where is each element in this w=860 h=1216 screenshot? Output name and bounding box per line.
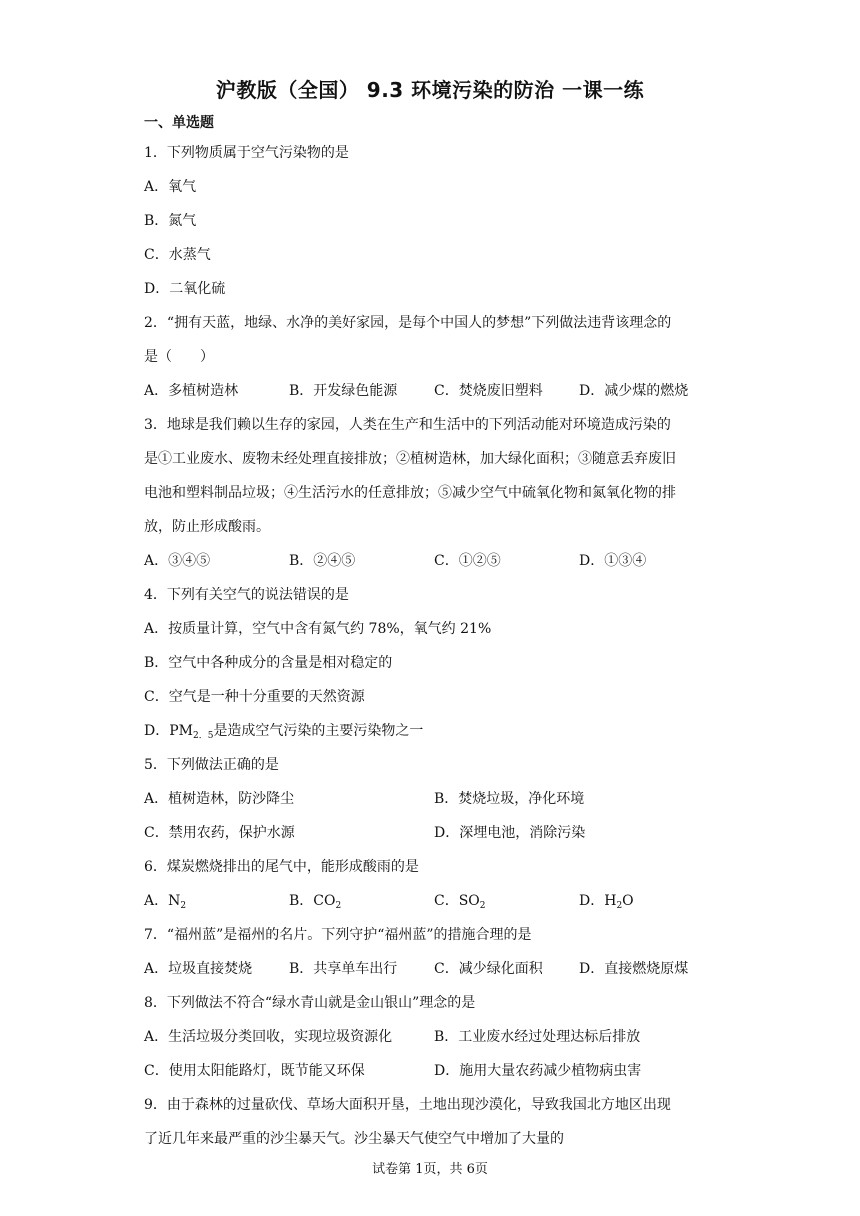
question-5-option-d: D．深埋电池，消除污染 xyxy=(434,825,586,841)
question-5-stem: 5．下列做法正确的是 xyxy=(144,757,279,773)
page-footer: 试卷第 1页，共 6页 xyxy=(372,1162,488,1177)
question-2-option-d: D．减少煤的燃烧 xyxy=(579,383,689,399)
question-3-stem-line-2: 是①工业废水、废物未经处理直接排放；②植树造林，加大绿化面积；③随意丢弃废旧 xyxy=(144,451,676,467)
question-7-options xyxy=(144,952,724,986)
question-7-option-d: D．直接燃烧原煤 xyxy=(579,961,689,977)
question-3-stem-line-1: 3．地球是我们赖以生存的家园，人类在生产和生活中的下列活动能对环境造成污染的 xyxy=(144,417,671,433)
question-5-options-row-2 xyxy=(144,816,724,850)
question-4-stem: 4．下列有关空气的说法错误的是 xyxy=(144,587,349,603)
question-8-options-row-1 xyxy=(144,1020,724,1054)
question-1-option-a: A．氧气 xyxy=(144,179,197,195)
question-9-stem-line-2: 了近几年来最严重的沙尘暴天气。沙尘暴天气使空气中增加了大量的 xyxy=(144,1131,564,1147)
question-6-option-d-subscript: 2 xyxy=(616,901,623,911)
question-7-option-b: B．共享单车出行 xyxy=(289,961,398,977)
question-6-options xyxy=(144,884,724,918)
question-6-option-c-text: C．SO xyxy=(434,893,480,909)
question-5-option-b: B．焚烧垃圾，净化环境 xyxy=(434,791,585,807)
question-8-option-c: C．使用太阳能路灯，既节能又环保 xyxy=(144,1063,365,1079)
question-9-stem-line-1: 9．由于森林的过量砍伐、草场大面积开垦，土地出现沙漠化，导致我国北方地区出现 xyxy=(144,1097,671,1113)
question-1-stem: 1．下列物质属于空气污染物的是 xyxy=(144,145,349,161)
question-2-option-c: C．焚烧废旧塑料 xyxy=(434,383,543,399)
question-3-option-a: A．③④⑤ xyxy=(144,553,211,569)
question-4-option-c: C．空气是一种十分重要的天然资源 xyxy=(144,689,365,705)
page-title: 沪教版（全国） 9.3 环境污染的防治 一课一练 xyxy=(215,78,645,102)
question-6-option-b-subscript: 2 xyxy=(335,901,342,911)
question-2-options xyxy=(144,374,724,408)
question-6-option-b-text: B．CO xyxy=(289,893,336,909)
question-4-option-d-prefix: D．PM xyxy=(144,723,193,739)
question-6-option-c xyxy=(434,884,579,918)
question-2-stem-line-2: 是（ ） xyxy=(144,349,214,365)
question-1-option-d: D．二氧化硫 xyxy=(144,281,226,297)
question-list xyxy=(144,110,724,1156)
question-3-option-c: C．①②⑤ xyxy=(434,553,501,569)
question-2-option-b: B．开发绿色能源 xyxy=(289,383,398,399)
question-5-option-a: A．植树造林，防沙降尘 xyxy=(144,791,295,807)
question-3-options xyxy=(144,544,724,578)
question-4-option-b: B．空气中各种成分的含量是相对稳定的 xyxy=(144,655,393,671)
question-6-option-a-text: A．N xyxy=(144,893,181,909)
question-6-option-d xyxy=(579,884,724,918)
question-7-option-c: C．减少绿化面积 xyxy=(434,961,543,977)
question-4-option-d xyxy=(144,714,724,748)
question-7-stem: 7．“福州蓝”是福州的名片。下列守护“福州蓝”的措施合理的是 xyxy=(144,927,532,943)
question-3-option-d: D．①③④ xyxy=(579,553,647,569)
question-4-option-d-text: 是造成空气污染的主要污染物之一 xyxy=(213,723,424,739)
question-5-option-c: C．禁用农药，保护水源 xyxy=(144,825,295,841)
question-6-option-c-subscript: 2 xyxy=(479,901,486,911)
question-1-option-b: B．氮气 xyxy=(144,213,197,229)
question-6-option-d-text: D．H xyxy=(579,893,617,909)
question-5-options-row-1 xyxy=(144,782,724,816)
question-6-option-b xyxy=(289,884,434,918)
question-8-option-d: D．施用大量农药减少植物病虫害 xyxy=(434,1063,642,1079)
question-8-option-b: B．工业废水经过处理达标后排放 xyxy=(434,1029,641,1045)
question-3-stem-line-3: 电池和塑料制品垃圾；④生活污水的任意排放；⑤减少空气中硫氧化物和氮氧化物的排 xyxy=(144,485,676,501)
question-6-option-a xyxy=(144,884,289,918)
question-4-option-a: A．按质量计算，空气中含有氮气约 78%，氧气约 21% xyxy=(144,621,492,637)
question-1-option-c: C．水蒸气 xyxy=(144,247,211,263)
question-8-stem: 8．下列做法不符合“绿水青山就是金山银山”理念的是 xyxy=(144,995,476,1011)
question-7-option-a: A．垃圾直接焚烧 xyxy=(144,961,253,977)
section-heading: 一、单选题 xyxy=(144,115,214,131)
question-2-option-a: A．多植树造林 xyxy=(144,383,239,399)
question-6-option-a-subscript: 2 xyxy=(180,901,187,911)
question-8-option-a: A．生活垃圾分类回收，实现垃圾资源化 xyxy=(144,1029,393,1045)
question-3-stem-line-4: 放，防止形成酸雨。 xyxy=(144,519,270,535)
question-6-option-d-suffix: O xyxy=(622,893,634,909)
question-6-stem: 6．煤炭燃烧排出的尾气中，能形成酸雨的是 xyxy=(144,859,419,875)
question-8-options-row-2 xyxy=(144,1054,724,1088)
question-2-stem-line-1: 2．“拥有天蓝，地绿、水净的美好家园，是每个中国人的梦想”下列做法违背该理念的 xyxy=(144,315,672,331)
question-4-option-d-subscript: 2．5 xyxy=(192,731,214,741)
question-3-option-b: B．②④⑤ xyxy=(289,553,356,569)
